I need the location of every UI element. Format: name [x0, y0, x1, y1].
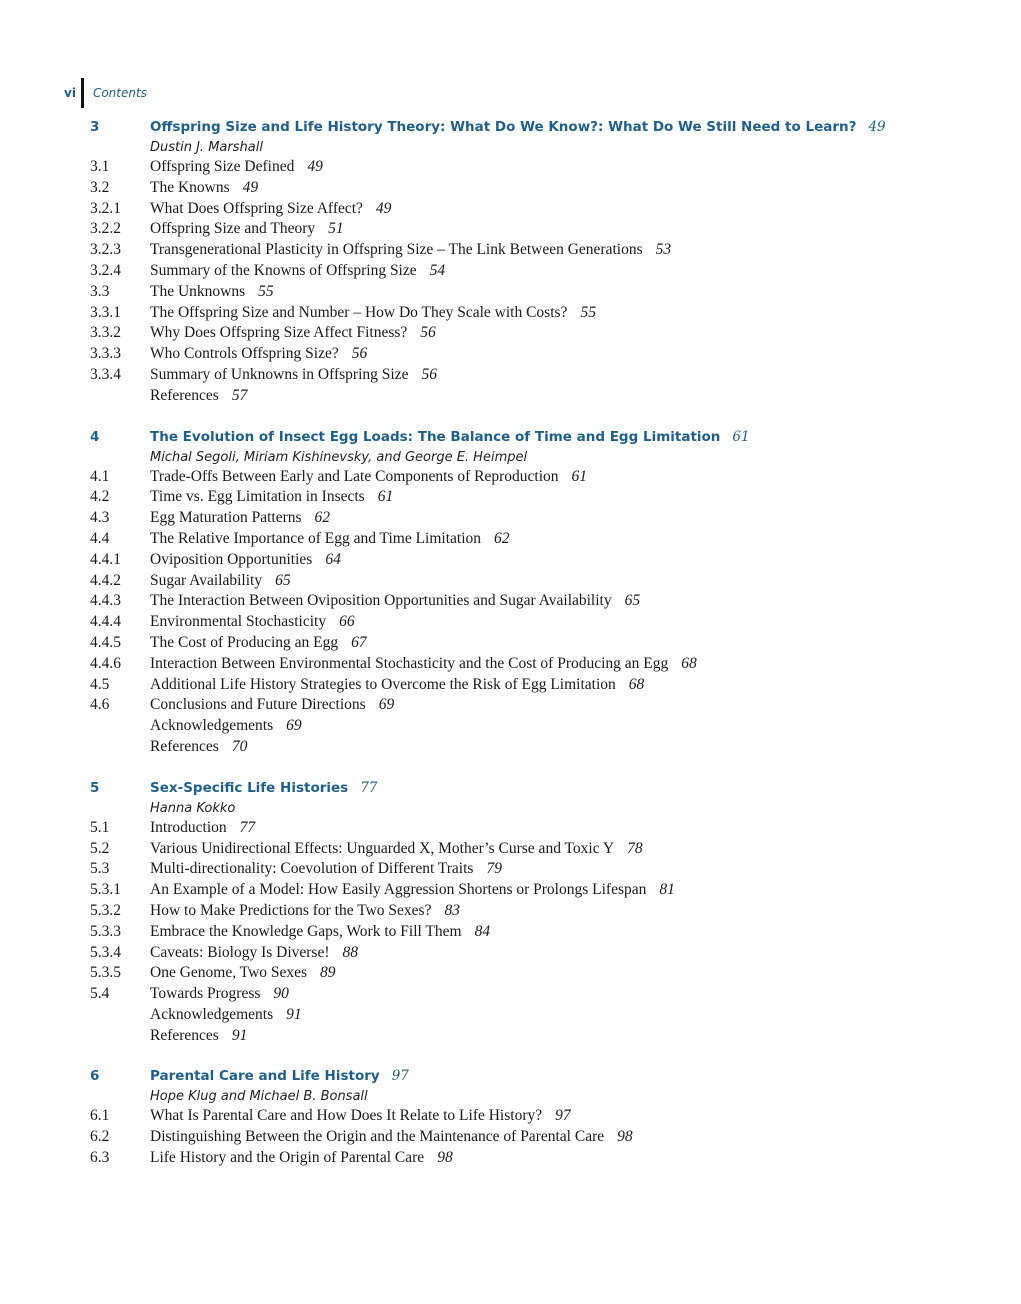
section-entry[interactable]: [90, 344, 990, 365]
section-title[interactable]: Who Controls Offspring Size?: [150, 345, 339, 363]
section-entry[interactable]: [90, 737, 990, 758]
section-page: 56: [420, 324, 436, 342]
section-entry[interactable]: [90, 633, 990, 654]
section-page: 90: [273, 985, 289, 1003]
chapter-page: 77: [360, 779, 378, 796]
chapter-entry: [90, 1066, 990, 1168]
section-number: 3.3: [90, 282, 110, 300]
section-number: 6.3: [90, 1149, 110, 1167]
chapter-title[interactable]: The Evolution of Insect Egg Loads: The Balance of Time and Egg Limitation: [150, 428, 721, 445]
section-page: 64: [325, 550, 341, 568]
chapter-authors: Dustin J. Marshall: [150, 140, 263, 155]
section-number: 5.2: [90, 839, 110, 857]
author-line: [90, 1087, 990, 1106]
section-entry[interactable]: [90, 901, 990, 922]
section-entry[interactable]: [90, 984, 990, 1005]
section-title[interactable]: Introduction: [150, 818, 227, 836]
section-title[interactable]: The Relative Importance of Egg and Time Limitation: [150, 529, 482, 547]
section-title[interactable]: Offspring Size Defined: [150, 158, 295, 175]
section-title[interactable]: Towards Progress: [150, 985, 261, 1003]
section-title[interactable]: References: [150, 1026, 219, 1044]
section-number: 3.3.1: [90, 303, 121, 321]
section-number: 3.3.3: [90, 345, 121, 363]
chapter-heading[interactable]: [90, 1066, 990, 1087]
section-title[interactable]: The Knowns: [150, 178, 230, 196]
section-page: 68: [628, 675, 645, 693]
section-title[interactable]: Conclusions and Future Directions: [150, 696, 366, 714]
section-title[interactable]: How to Make Predictions for the Two Sexes?: [150, 901, 432, 919]
section-entry[interactable]: [90, 178, 990, 199]
author-line: [90, 138, 990, 157]
section-entry[interactable]: [90, 654, 990, 675]
section-number: 4.3: [90, 509, 110, 527]
section-entry[interactable]: [90, 1106, 990, 1127]
author-line: [90, 799, 990, 818]
section-number: 5.4: [90, 985, 110, 1003]
section-entry[interactable]: [90, 282, 990, 303]
section-page: 65: [275, 571, 291, 589]
section-entry[interactable]: [90, 1148, 990, 1169]
section-title[interactable]: Offspring Size and Theory: [150, 220, 316, 238]
section-title[interactable]: Trade-Offs Between Early and Late Components of Reproduction: [150, 467, 559, 485]
section-page: 69: [378, 696, 395, 714]
section-page: 70: [231, 737, 248, 755]
chapter-heading[interactable]: [90, 427, 990, 448]
section-entry[interactable]: [90, 386, 990, 407]
chapter-entry: [90, 427, 990, 758]
section-page: 69: [286, 717, 302, 735]
section-page: 68: [681, 654, 697, 672]
running-head-title: Contents: [92, 86, 147, 100]
section-page: 49: [375, 199, 392, 217]
section-page: 67: [351, 633, 367, 651]
section-page: 98: [437, 1149, 453, 1167]
section-entry[interactable]: [90, 612, 990, 633]
section-page: 78: [627, 839, 643, 857]
section-page: 62: [314, 509, 331, 527]
section-number: 3.2.2: [90, 220, 121, 238]
chapter-page: 49: [868, 119, 886, 135]
section-entry[interactable]: [90, 157, 990, 178]
chapter-heading[interactable]: [90, 778, 990, 799]
section-page: 61: [571, 467, 588, 485]
section-title[interactable]: Distinguishing Between the Origin and the Maintenance of Parental Care: [150, 1128, 605, 1146]
section-entry[interactable]: [90, 199, 990, 220]
section-page: 57: [231, 386, 248, 404]
section-entry[interactable]: [90, 922, 990, 943]
chapter-number: 3: [90, 119, 100, 135]
section-number: 4.4.6: [90, 654, 121, 672]
section-page: 89: [320, 964, 336, 982]
section-number: 6.2: [90, 1128, 110, 1146]
section-title[interactable]: References: [150, 737, 219, 755]
section-page: 54: [429, 261, 446, 279]
section-entry[interactable]: [90, 365, 990, 386]
section-number: 3.2.4: [90, 261, 121, 279]
section-number: 5.3.1: [90, 881, 121, 899]
chapter-title[interactable]: Offspring Size and Life History Theory: What Do We Know?: What Do We Still Need to Learn?: [150, 119, 857, 135]
section-entry[interactable]: [90, 323, 990, 344]
section-page: 55: [258, 282, 274, 300]
section-number: 4.4: [90, 529, 110, 547]
section-page: 84: [474, 922, 491, 940]
section-title[interactable]: An Example of a Model: How Easily Aggression Shortens or Prolongs Lifespan: [150, 881, 647, 899]
section-entry[interactable]: [90, 591, 990, 612]
section-title[interactable]: Various Unidirectional Effects: Unguarded X, Mother’s Curse and Toxic Y: [150, 839, 615, 857]
section-title[interactable]: Transgenerational Plasticity in Offspring Size – The Link Between Generations: [150, 241, 643, 259]
chapter-number: 6: [90, 1068, 100, 1085]
author-line: [90, 448, 990, 467]
section-title[interactable]: Interaction Between Environmental Stochasticity and the Cost of Producing an Egg: [150, 654, 669, 672]
section-entry[interactable]: [90, 1127, 990, 1148]
section-title[interactable]: Sugar Availability: [150, 571, 263, 589]
section-number: 3.3.2: [90, 324, 121, 342]
running-head: [64, 78, 147, 108]
chapter-authors: Hanna Kokko: [150, 800, 236, 816]
section-title[interactable]: One Genome, Two Sexes: [150, 964, 308, 982]
section-number: 4.6: [90, 696, 110, 714]
section-page: 91: [286, 1005, 302, 1023]
section-page: 98: [617, 1128, 633, 1146]
section-number: 4.1: [90, 467, 110, 485]
table-of-contents: [90, 117, 990, 1189]
section-title[interactable]: What Is Parental Care and How Does It Relate to Life History?: [150, 1107, 543, 1125]
section-entry[interactable]: [90, 675, 990, 696]
section-page: 55: [580, 303, 596, 321]
section-page: 56: [421, 365, 437, 383]
section-entry[interactable]: [90, 818, 990, 839]
section-title[interactable]: What Does Offspring Size Affect?: [150, 199, 363, 217]
section-page: 61: [377, 488, 394, 506]
chapter-entry: [90, 117, 990, 407]
section-page: 66: [339, 613, 355, 631]
section-entry[interactable]: [90, 303, 990, 324]
chapter-heading[interactable]: [90, 117, 990, 138]
section-number: 5.3.4: [90, 943, 121, 961]
section-page: 49: [307, 158, 323, 175]
section-number: 3.2: [90, 178, 110, 196]
section-entry[interactable]: [90, 880, 990, 901]
section-title[interactable]: The Offspring Size and Number – How Do They Scale with Costs?: [150, 303, 568, 321]
section-number: 3.3.4: [90, 365, 121, 383]
chapter-authors: Hope Klug and Michael B. Bonsall: [150, 1089, 368, 1105]
section-entry[interactable]: [90, 1026, 990, 1047]
section-page: 77: [239, 818, 256, 836]
section-title[interactable]: Life History and the Origin of Parental Care: [150, 1149, 425, 1167]
section-entry[interactable]: [90, 963, 990, 984]
section-number: 4.4.2: [90, 571, 121, 589]
page-number: vi: [64, 86, 76, 100]
section-entry[interactable]: [90, 508, 990, 529]
chapter-title[interactable]: Parental Care and Life History: [150, 1068, 380, 1085]
section-entry[interactable]: [90, 1005, 990, 1026]
section-entry[interactable]: [90, 571, 990, 592]
section-entry[interactable]: [90, 467, 990, 488]
section-title[interactable]: Egg Maturation Patterns: [150, 509, 302, 527]
section-entry[interactable]: [90, 859, 990, 880]
section-title[interactable]: Additional Life History Strategies to Overcome the Risk of Egg Limitation: [150, 675, 616, 693]
section-page: 65: [624, 592, 641, 610]
section-number: 5.1: [90, 818, 110, 836]
section-entry[interactable]: [90, 716, 990, 737]
section-number: 5.3.2: [90, 901, 121, 919]
section-number: 4.4.3: [90, 592, 121, 610]
section-number: 5.3: [90, 860, 110, 878]
section-entry[interactable]: [90, 529, 990, 550]
section-entry[interactable]: [90, 695, 990, 716]
section-entry[interactable]: [90, 839, 990, 860]
chapter-page: 97: [391, 1068, 409, 1085]
section-page: 81: [659, 881, 675, 899]
section-title[interactable]: Summary of Unknowns in Offspring Size: [150, 365, 409, 383]
section-title[interactable]: Caveats: Biology Is Diverse!: [150, 943, 330, 961]
section-number: 4.5: [90, 675, 110, 693]
chapter-entry: [90, 778, 990, 1047]
section-number: 3.1: [90, 158, 110, 175]
section-page: 91: [231, 1026, 248, 1044]
chapter-number: 4: [90, 428, 100, 445]
section-entry[interactable]: [90, 219, 990, 240]
section-title[interactable]: Acknowledgements: [150, 1005, 274, 1023]
section-entry[interactable]: [90, 487, 990, 508]
chapter-page: 61: [732, 428, 750, 445]
chapter-title[interactable]: Sex-Specific Life Histories: [150, 779, 349, 796]
section-number: 5.3.3: [90, 922, 121, 940]
section-number: 4.2: [90, 488, 110, 506]
section-page: 49: [242, 178, 259, 196]
section-number: 4.4.1: [90, 550, 121, 568]
section-title[interactable]: Why Does Offspring Size Affect Fitness?: [150, 324, 408, 342]
section-page: 56: [351, 345, 368, 363]
section-page: 97: [555, 1107, 571, 1125]
section-title[interactable]: Environmental Stochasticity: [150, 613, 327, 631]
section-title[interactable]: The Unknowns: [150, 282, 246, 300]
section-title[interactable]: Time vs. Egg Limitation in Insects: [150, 488, 365, 506]
section-entry[interactable]: [90, 261, 990, 282]
section-title[interactable]: Summary of the Knowns of Offspring Size: [150, 261, 417, 279]
section-number: 3.2.1: [90, 199, 121, 217]
section-number: 4.4.4: [90, 613, 121, 631]
section-title[interactable]: The Interaction Between Oviposition Opportunities and Sugar Availability: [150, 592, 612, 610]
section-number: 3.2.3: [90, 241, 121, 259]
section-title[interactable]: Embrace the Knowledge Gaps, Work to Fill Them: [150, 922, 462, 940]
section-page: 79: [486, 860, 502, 878]
section-page: 88: [342, 943, 359, 961]
section-title[interactable]: Oviposition Opportunities: [150, 550, 313, 568]
section-page: 51: [328, 220, 344, 238]
section-number: 6.1: [90, 1107, 110, 1125]
chapter-authors: Michal Segoli, Miriam Kishinevsky, and George E. Heimpel: [150, 449, 528, 465]
section-title[interactable]: The Cost of Producing an Egg: [150, 633, 339, 651]
section-number: 5.3.5: [90, 964, 121, 982]
section-title[interactable]: References: [150, 386, 219, 404]
section-title[interactable]: Acknowledgements: [150, 717, 274, 735]
section-page: 53: [655, 241, 672, 259]
section-entry[interactable]: [90, 550, 990, 571]
chapter-number: 5: [90, 779, 100, 796]
section-title[interactable]: Multi-directionality: Coevolution of Different Traits: [150, 860, 474, 878]
section-page: 62: [494, 529, 510, 547]
section-entry[interactable]: [90, 943, 990, 964]
section-number: 4.4.5: [90, 633, 121, 651]
section-entry[interactable]: [90, 240, 990, 261]
section-page: 83: [444, 901, 460, 919]
